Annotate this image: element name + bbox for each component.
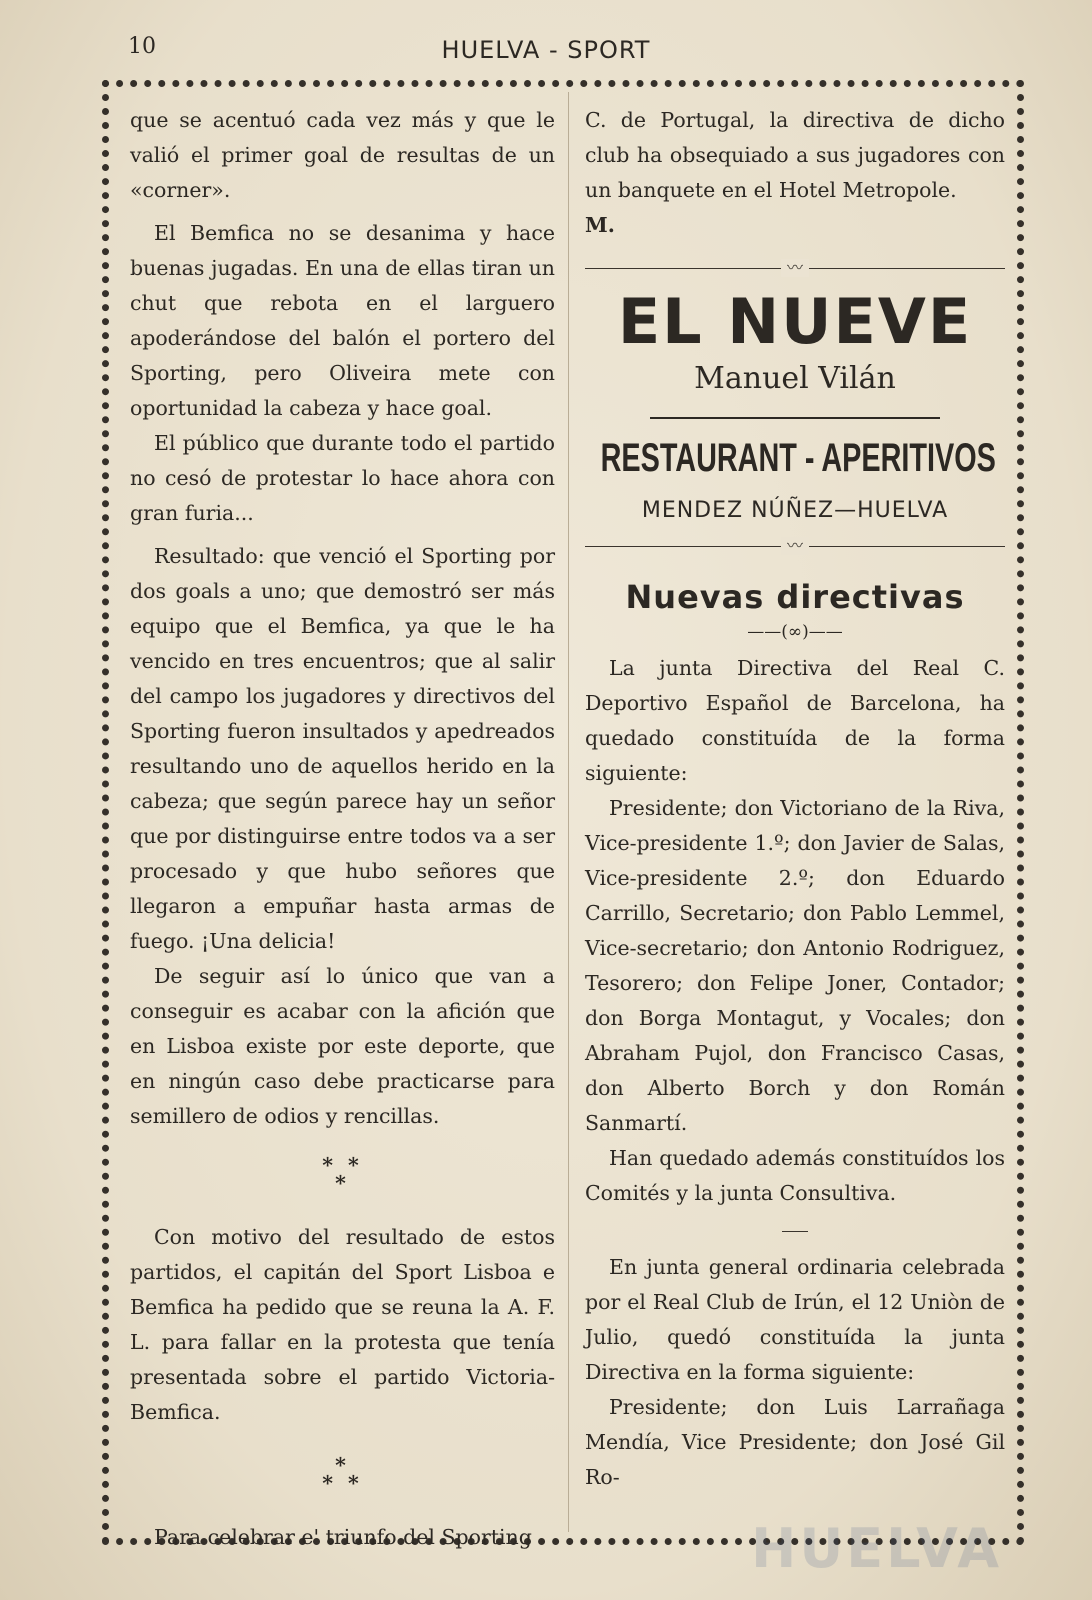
- short-divider: [782, 1231, 808, 1232]
- paragraph: La junta Directiva del Real C. Deportivo Español de Barcelona, ha quedado constituída de la forma siguiente:: [585, 656, 1005, 785]
- paragraph: Presidente; don Victoriano de la Riva, Vice-presidente 1.º; don Javier de Salas, Vice-presidente 2.º; don Eduardo Carrillo, Secretario; don Pablo Lemmel, Vice-secretario; don Antonio Rodriguez, Tesorero; don Felipe Joner, Contador; don Borga Montagut, y Vocales; don Abraham Pujol, don Francisco Casas, don Alberto Borch y don Román Sanmartí.: [585, 796, 1005, 1135]
- right-column: [585, 103, 1005, 1495]
- section-ornament: ——(∞)——: [747, 622, 843, 642]
- page-header: [0, 30, 1092, 70]
- paragraph: De seguir así lo único que van a conseguir es acabar con la afición que en Lisboa existe por este deporte, que en ningún caso debe practicarse para semillero de odios y rencillas.: [130, 964, 555, 1128]
- paragraph: El público que durante todo el partido no cesó de protestar lo hace ahora con gran furia...: [130, 431, 555, 525]
- publication-title: HUELVA - SPORT: [441, 36, 651, 64]
- left-column: [130, 103, 555, 1555]
- column-divider: [568, 92, 570, 1532]
- ornamental-rule: [585, 259, 1005, 279]
- ad-business: RESTAURANT - APERITIVOS: [600, 436, 996, 480]
- paragraph: Resultado: que venció el Sporting por dos goals a uno; que demostró ser más equipo que el Bemfica, ya que le ha vencido en tres encuentros; que al salir del campo los jugadores y directivos del Sporting fueron insultados y apedreados resultando uno de aquellos herido en la cabeza; que según parece hay un señor que por distinguirse entre todos va a ser procesado y que hubo señores que llegaron a empuñar hasta armas de fuego. ¡Una delicia!: [130, 544, 555, 953]
- ad-title: EL NUEVE: [617, 285, 973, 358]
- asterism-divider: * * *: [322, 1153, 363, 1195]
- paragraph: Presidente; don Luis Larrañaga Mendía, Vice Presidente; don José Gil Ro-: [585, 1395, 1005, 1489]
- paragraph: En junta general ordinaria celebrada por el Real Club de Irún, el 12 Uniòn de Julio, quedó constituída la junta Directiva en la forma siguiente:: [585, 1255, 1005, 1384]
- wave-ornament-icon: 〰: [781, 537, 809, 555]
- signature: M.: [585, 213, 615, 237]
- wave-ornament-icon: 〰: [781, 259, 809, 277]
- paragraph: Para celebrar e' triunfo del Sporting: [154, 1525, 532, 1549]
- section-title: Nuevas directivas: [625, 578, 965, 616]
- paragraph: El Bemfica no se desanima y hace buenas jugadas. En una de ellas tiran un chut que rebota en el larguero apoderándose del balón el portero del Sporting, pero Oliveira mete con oportunidad la cabeza y hace goal.: [130, 221, 555, 420]
- paragraph: Con motivo del resultado de estos partidos, el capitán del Sport Lisboa e Bemfica ha pedido que se reuna la A. F. L. para fallar en la protesta que tenía presentada sobre el partido Victoria-Bemfica.: [130, 1225, 555, 1424]
- paragraph: Han quedado además constituídos los Comités y la junta Consultiva.: [585, 1146, 1005, 1205]
- ornamental-rule: [585, 537, 1005, 557]
- ad-rule: [650, 417, 940, 419]
- paragraph: C. de Portugal, la directiva de dicho club ha obsequiado a sus jugadores con un banquete en el Hotel Metropole.: [585, 108, 1005, 202]
- ad-owner: Manuel Vilán: [694, 361, 896, 396]
- advertisement: [585, 259, 1005, 557]
- page-number: 10: [128, 34, 156, 59]
- ad-address: MENDEZ NÚÑEZ—HUELVA: [641, 498, 949, 523]
- archive-watermark: HUELVA: [751, 1517, 1002, 1580]
- asterism-divider: * * *: [322, 1453, 363, 1495]
- paragraph: que se acentuó cada vez más y que le valió el primer goal de resultas de un «corner».: [130, 108, 555, 202]
